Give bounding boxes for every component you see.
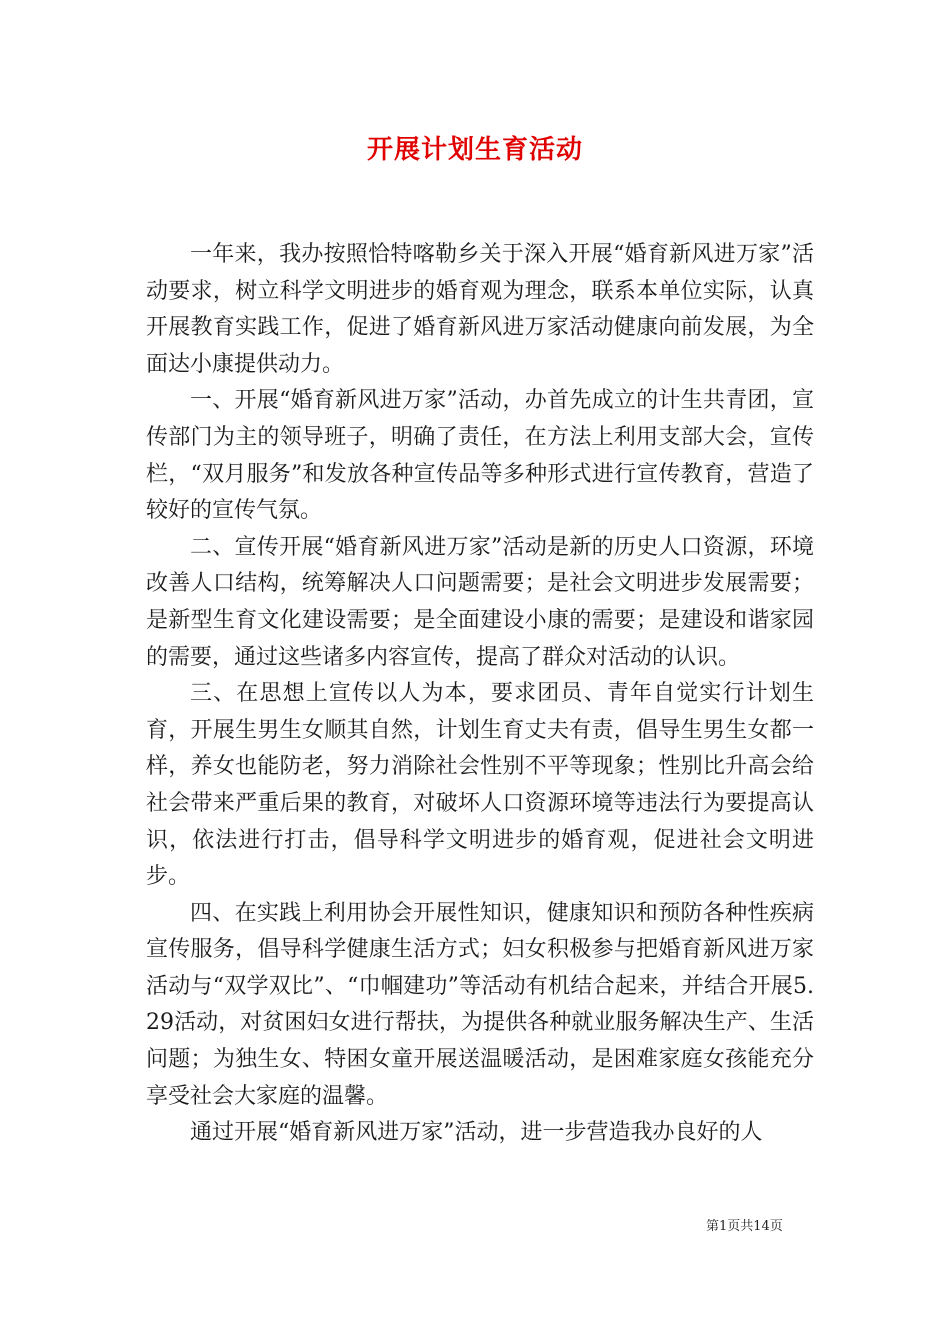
paragraph-section-4: 四、在实践上利用协会开展性知识，健康知识和预防各种性疾病宣传服务，倡导科学健康生活方式；妇女积极参与把婚育新风进万家活动与“双学双比”、“巾帼建功”等活动有机结合起来，并结合开展5.29活动，对贫困妇女进行帮扶，为提供各种就业服务解决生产、生活问题；为独生女、特困女童开展送温暖活动，是困难家庭女孩能充分享受社会大家庭的温馨。 — [146, 900, 814, 1109]
page-number-footer: 第1页共14页 — [706, 1219, 783, 1234]
document-title: 开展计划生育活动 — [366, 135, 583, 165]
paragraph-intro: 一年来，我办按照恰特喀勒乡关于深入开展“婚育新风进万家”活动要求，树立科学文明进步的婚育观为理念，联系本单位实际，认真开展教育实践工作，促进了婚育新风进万家活动健康向前发展，为全面达小康提供动力。 — [146, 242, 814, 377]
paragraph-section-2: 二、宣传开展“婚育新风进万家”活动是新的历史人口资源，环境改善人口结构，统筹解决人口问题需要；是社会文明进步发展需要；是新型生育文化建设需要；是全面建设小康的需要；是建设和谐家园的需要，通过这些诸多内容宣传，提高了群众对活动的认识。 — [146, 534, 814, 670]
document-body — [146, 237, 814, 1152]
paragraph-conclusion: 通过开展“婚育新风进万家”活动，进一步营造我办良好的人 — [190, 1120, 763, 1146]
paragraph-section-3: 三、在思想上宣传以人为本，要求团员、青年自觉实行计划生育，开展生男生女顺其自然，计划生育丈夫有责，倡导生男生女都一样，养女也能防老，努力消除社会性别不平等现象；性别比升高会给社会带来严重后果的教育，对破坏人口资源环境等违法行为要提高认识，依法进行打击，倡导科学文明进步的婚育观，促进社会文明进步。 — [146, 681, 814, 890]
paragraph-section-1: 一、开展“婚育新风进万家”活动，办首先成立的计生共青团，宣传部门为主的领导班子，明确了责任，在方法上利用支部大会，宣传栏，“双月服务”和发放各种宣传品等多种形式进行宣传教育，营造了较好的宣传气氛。 — [146, 388, 814, 524]
